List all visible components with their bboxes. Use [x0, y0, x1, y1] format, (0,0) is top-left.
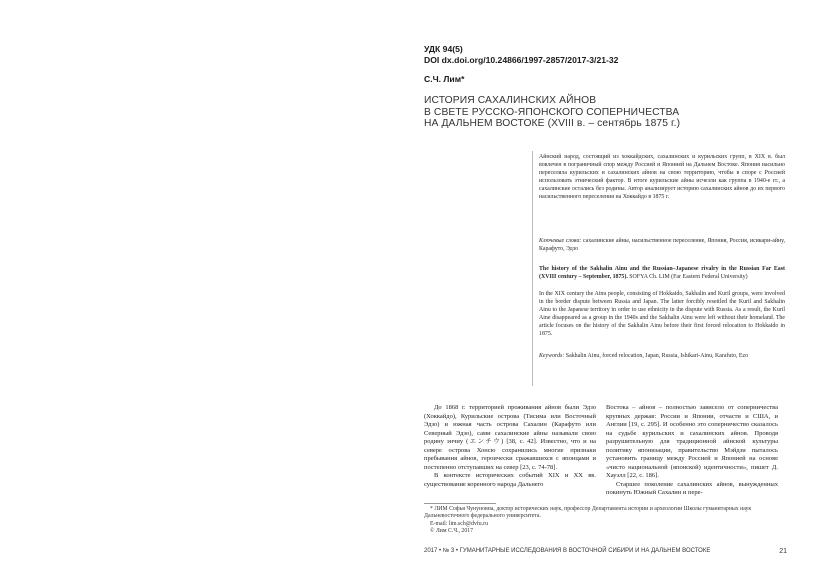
title-line-2: В СВЕТЕ РУССКО-ЯПОНСКОГО СОПЕРНИЧЕСТВА — [424, 106, 680, 118]
keywords-russian — [539, 238, 785, 254]
footnote-copyright: © Лим С.Ч., 2017 — [430, 528, 474, 535]
body-column-right — [606, 404, 778, 498]
title-line-1: ИСТОРИЯ САХАЛИНСКИХ АЙНОВ — [424, 95, 597, 106]
body-column-left — [424, 404, 596, 489]
body-paragraph: До 1868 г. территорией проживания айнов были Эдзо (Хоккайдо), Курильские острова (Тисима или Восточный Эдзо) и южная часть острова Сахалин (Карафуто или Северный Эдзо), сами сахалинские айны называли свою родину энчиу (エンチウ) [38, с. 42]. Известно, что и на севере острова Хонсю сохранились многие признаки пребывания айнов, героически сражавшихся с японцами и постепенно отступавших на север [23, с. 74-78]. — [424, 404, 596, 471]
footnote-email[interactable]: E-mail: lim.sch@dvfu.ru — [430, 520, 488, 527]
page-number: 21 — [779, 548, 787, 555]
abstract-english: In the XIX century the Ainu people, consisting of Hokkaido, Sakhalin and Kuril groups, were involved in the border dispute between Russia and Japan. The latter forcibly resettled the Kuril and Sakhalin Ainu to the Japanese territory in order to use ethnicity in the dispute with Russia. As a result, the Kuril Aine disappeared as a group in the 1940s and the Sakhalin Ainu were left without their homeland. The article focuses on the history of the Sakhalin Ainu before their first forced relocation to Hokkaido in 1875. — [539, 291, 785, 337]
page-footer — [424, 548, 787, 555]
keywords-list-ru: сахалинские айны, насильственное переселение, Япония, Россия, исикари-айну, Карафуто, Эдзо — [539, 238, 785, 252]
keywords-label-en: Keywords: — [539, 353, 565, 359]
english-author: SOFYA Ch. LIM (Far Eastern Federal University) — [629, 273, 748, 280]
title-line-3: НА ДАЛЬНЕМ ВОСТОКЕ (XVIII в. – сентябрь 1875 г.) — [424, 118, 681, 130]
keywords-label-ru: Ключевые слова: — [539, 238, 582, 244]
udk-code: УДК 94(5) — [424, 44, 463, 54]
footnote-author-info: * ЛИМ Софья Чунуновна, доктор исторических наук, профессор Департамента истории и археологии Школы гуманитарных наук Дальневосточного федерального университета. — [424, 506, 752, 520]
author-name: С.Ч. Лим* — [424, 74, 465, 84]
english-title: The history of the Sakhalin Ainu and the Russian–Japanese rivalry in the Russian Far East (XVIII century – September, 1875). — [539, 266, 785, 280]
body-paragraph: В контексте исторических событий XIX и XX вв. существование коренного народа Дальнего — [424, 472, 596, 488]
keywords-list-en: Sakhalin Ainu, forced relocation, Japan, Russia, Ishikari-Ainu, Karafuto, Ezo — [565, 353, 749, 359]
author-footnote — [424, 506, 789, 536]
article-identifiers — [424, 44, 618, 66]
footnote-divider — [424, 503, 496, 504]
doi-link[interactable]: DOI dx.doi.org/10.24866/1997-2857/2017-3/21-32 — [424, 55, 619, 65]
abstract-russian: Айнский народ, состоящий из хоккайдских, сахалинских и курильских групп, в XIX в. был вовлечен в пограничный спор между Россией и Японией на Дальнем Востоке. Япония насильно переселяла курильских и сахалинских айнов на свою территорию, чтобы в споре с Россией использовать этнический фактор. В итоге курильские айны исчезли как группа в 1940-е гг., а сахалинские остались без родины. Автор анализирует историю сахалинских айнов до их первого насильственного переселения на Хоккайдо в 1875 г. — [539, 154, 785, 200]
body-paragraph: Старшее поколение сахалинских айнов, вынужденных покинуть Южный Сахалин и пере- — [606, 480, 778, 496]
abstract-english-heading — [539, 266, 785, 282]
keywords-english — [539, 353, 785, 361]
article-title — [424, 95, 680, 130]
body-paragraph: Востока – айнов – полностью зависело от соперничества крупных держав: России и Японии, отчасти и США, и Англии [19, с. 295]. И особенно это соперничество сказалось на судьбе курильских и сахалинских айнов. Проводя разрушительную для традиционной айнской культуры политику японизации, правительство Мэйдзи пыталось установить границу между Россией и Японией на основе «чисто национальной (японской) идентичности», пишет Д. Хауэлл [22, с. 186]. — [606, 404, 778, 479]
journal-running-title: 2017 • № 3 • ГУМАНИТАРНЫЕ ИССЛЕДОВАНИЯ В ВОСТОЧНОЙ СИБИРИ И НА ДАЛЬНЕМ ВОСТОКЕ — [424, 548, 711, 554]
